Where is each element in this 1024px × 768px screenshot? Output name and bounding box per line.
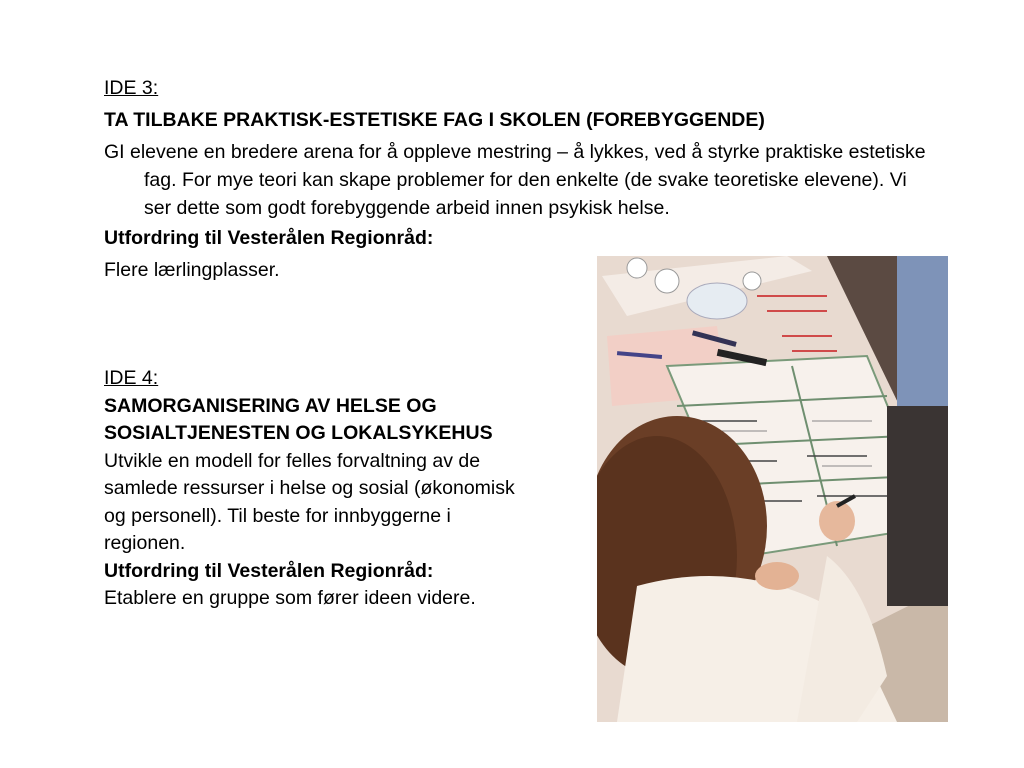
idea4-body-line4: regionen.: [104, 532, 186, 554]
idea4-body-line2: samlede ressurser i helse og sosial (økonomisk: [104, 477, 515, 499]
idea4-body-line1: Utvikle en modell for felles forvaltning av de: [104, 449, 481, 472]
idea4-challenge-label: Utfordring til Vesterålen Regionråd:: [104, 559, 434, 582]
idea4-label: IDE 4:: [104, 367, 159, 389]
idea3-title: TA TILBAKE PRAKTISK-ESTETISKE FAG I SKOLEN (FOREBYGGENDE): [104, 109, 765, 131]
idea3-section: [104, 74, 934, 284]
idea3-body: GI elevene en bredere arena for å oppleve mestring – å lykkes, ved å styrke praktiske estetiske fag. For mye teori kan skape problemer for den enkelte (de svake teoretiske elevene). Vi ser dette som godt forebyggende arbeid innen psykisk helse.: [104, 141, 926, 219]
idea4-title-line1: SAMORGANISERING AV HELSE OG: [104, 394, 437, 417]
workshop-photo: [597, 256, 948, 722]
idea4-section: [104, 365, 594, 613]
idea4-body-line3: og personell). Til beste for innbyggerne i: [104, 504, 451, 527]
idea3-label: IDE 3:: [104, 77, 159, 99]
idea4-title-line2: SOSIALTJENESTEN OG LOKALSYKEHUS: [104, 422, 493, 444]
idea4-challenge-text: Etablere en gruppe som fører ideen videre.: [104, 587, 476, 609]
idea3-challenge-label: Utfordring til Vesterålen Regionråd:: [104, 227, 434, 249]
workshop-photo-illustration: [597, 256, 948, 722]
idea3-challenge-text: Flere lærlingplasser.: [104, 259, 280, 281]
